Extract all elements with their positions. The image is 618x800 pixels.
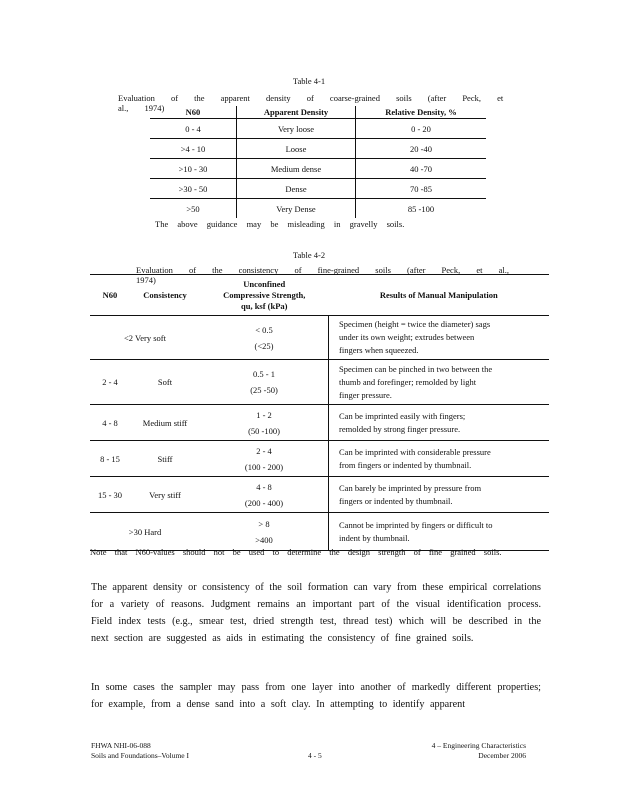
cell-n60-consistency [90,513,200,551]
cell-consistency: Medium stiff [130,405,200,441]
cell-apparent-density: Dense [237,179,356,199]
cell-relative-density: 0 - 20 [356,119,487,139]
strength-ksf: 1 - 2 [256,409,272,420]
footer-left [91,741,189,761]
cell-consistency: Very soft [135,332,166,343]
table-row [90,513,549,551]
cell-consistency: Soft [130,360,200,405]
table-4-2-note: Note that N60-values should not be used to determine the design strength of fine grained soils. [90,547,502,557]
result-line: from fingers or indented by thumbnail. [339,459,472,470]
header-line: Unconfined [243,278,286,289]
cell-n60: >30 [128,526,143,537]
cell-relative-density: 85 -100 [407,203,435,214]
cell-n60: 4 - 8 [90,405,130,441]
table-row [150,139,486,159]
strength-kpa: (50 -100) [248,425,280,436]
result-line: Specimen can be pinched in two between the [339,363,493,374]
cell-consistency: Very stiff [130,477,200,513]
table-4-2-caption: Evaluation of the consistency of fine-grained soils (after Peck, et al., 1974) [136,265,509,285]
cell-n60: 0 - 4 [150,119,237,139]
footer-document-number: FHWA NHI-06-088 [91,741,151,750]
header-line: Compressive Strength, [223,289,306,300]
table-row [90,405,549,441]
footer-chapter: 4 – Engineering Characteristics [431,741,526,750]
cell-unconfined-strength [200,360,329,405]
cell-manual-result [329,316,550,360]
cell-n60: >50 [150,199,237,219]
cell-apparent-density: Very Dense [237,199,356,219]
cell-n60: <2 [124,332,134,343]
table-row [150,199,486,219]
column-header-n60: N60 [150,106,237,119]
result-line: Specimen (height = twice the diameter) sags [339,319,491,329]
strength-ksf: 0.5 - 1 [253,369,275,379]
table-4-1 [150,106,486,218]
footer-date: December 2006 [478,751,526,760]
result-line: thumb and forefinger; remolded by light [339,376,477,387]
cell-apparent-density: Very loose [237,119,356,139]
strength-kpa: (100 - 200) [244,461,284,472]
result-line: Can barely be imprinted by pressure from [339,482,482,493]
cell-n60: 8 - 15 [90,441,130,477]
result-line: under its own weight; extrudes between [339,332,475,342]
strength-kpa: (200 - 400) [244,497,284,508]
cell-consistency: Stiff [130,441,200,477]
result-line: Can be imprinted with considerable pressure [339,446,491,457]
column-header-manual-manipulation: Results of Manual Manipulation [329,275,550,316]
table-row [90,360,549,405]
cell-unconfined-strength [200,405,329,441]
strength-ksf: 4 - 8 [256,481,272,492]
cell-unconfined-strength [200,316,329,360]
cell-relative-density: 20 -40 [356,139,487,159]
result-line: Can be imprinted easily with fingers; [339,410,466,421]
table-row [90,441,549,477]
strength-ksf: < 0.5 [255,324,273,335]
table-header-row [90,275,549,316]
cell-unconfined-strength [200,477,329,513]
page-number: 4 - 5 [308,751,322,760]
strength-kpa: >400 [255,534,273,545]
cell-relative-density: 40 -70 [356,159,487,179]
cell-n60-consistency [90,316,200,360]
result-line: remolded by strong finger pressure. [339,423,461,434]
table-4-1-caption: Evaluation of the apparent density of coarse-grained soils (after Peck, et al., 1974) [118,93,504,113]
table-header-row [150,106,486,119]
column-header-apparent-density: Apparent Density [237,106,356,119]
column-header-consistency: Consistency [130,275,200,316]
cell-apparent-density: Medium dense [237,159,356,179]
table-4-1-note: The above guidance may be misleading in gravelly soils. [155,219,405,229]
table-row [90,316,549,360]
cell-manual-result [329,360,550,405]
cell-apparent-density: Loose [237,139,356,159]
result-line: finger pressure. [339,389,392,400]
strength-kpa: (<25) [254,340,274,351]
cell-n60: >10 - 30 [150,159,237,179]
strength-kpa: (25 -50) [250,385,278,395]
strength-ksf: 2 - 4 [256,445,272,456]
column-header-n60: N60 [90,275,130,316]
cell-manual-result [329,477,550,513]
cell-n60: 2 - 4 [90,360,130,405]
body-paragraph: In some cases the sampler may pass from one layer into another of markedly different properties; for example, from a dense sand into a soft clay. In attempting to identify apparent [91,682,541,710]
cell-n60: >4 - 10 [150,139,237,159]
cell-n60: >30 - 50 [150,179,237,199]
cell-unconfined-strength [200,513,329,551]
table-4-1-title: Table 4-1 [292,76,326,86]
table-row [150,159,486,179]
header-line: qu, ksf (kPa) [240,300,288,311]
cell-relative-density: 70 -85 [356,179,487,199]
result-line: fingers when squeezed. [339,345,419,355]
cell-manual-result [329,441,550,477]
strength-ksf: > 8 [258,518,270,529]
footer-right [416,741,526,761]
cell-manual-result [329,513,550,551]
table-4-2-title: Table 4-2 [292,250,326,260]
column-header-unconfined-strength [200,275,329,316]
column-header-relative-density: Relative Density, % [356,106,487,119]
cell-unconfined-strength [200,441,329,477]
table-4-2 [90,274,549,551]
table-row [150,179,486,199]
footer-document-title: Soils and Foundations–Volume I [91,751,189,760]
cell-n60: 15 - 30 [90,477,130,513]
body-paragraph: The apparent density or consistency of the soil formation can vary from these empirical correlations for a variety of reasons. Judgment remains an important part of the visual identification process. Field index tests (e.g., smear test, dried strength test, thread test) which will be described in the next section are suggested as aids in estimating the consistency of fine grained soils. [91,582,541,644]
result-line: fingers or indented by thumbnail. [339,495,453,506]
table-row [150,119,486,139]
cell-manual-result [329,405,550,441]
result-line: indent by thumbnail. [339,532,410,543]
cell-consistency: Hard [144,526,162,537]
result-line: Cannot be imprinted by fingers or difficult to [339,519,493,530]
table-row [90,477,549,513]
